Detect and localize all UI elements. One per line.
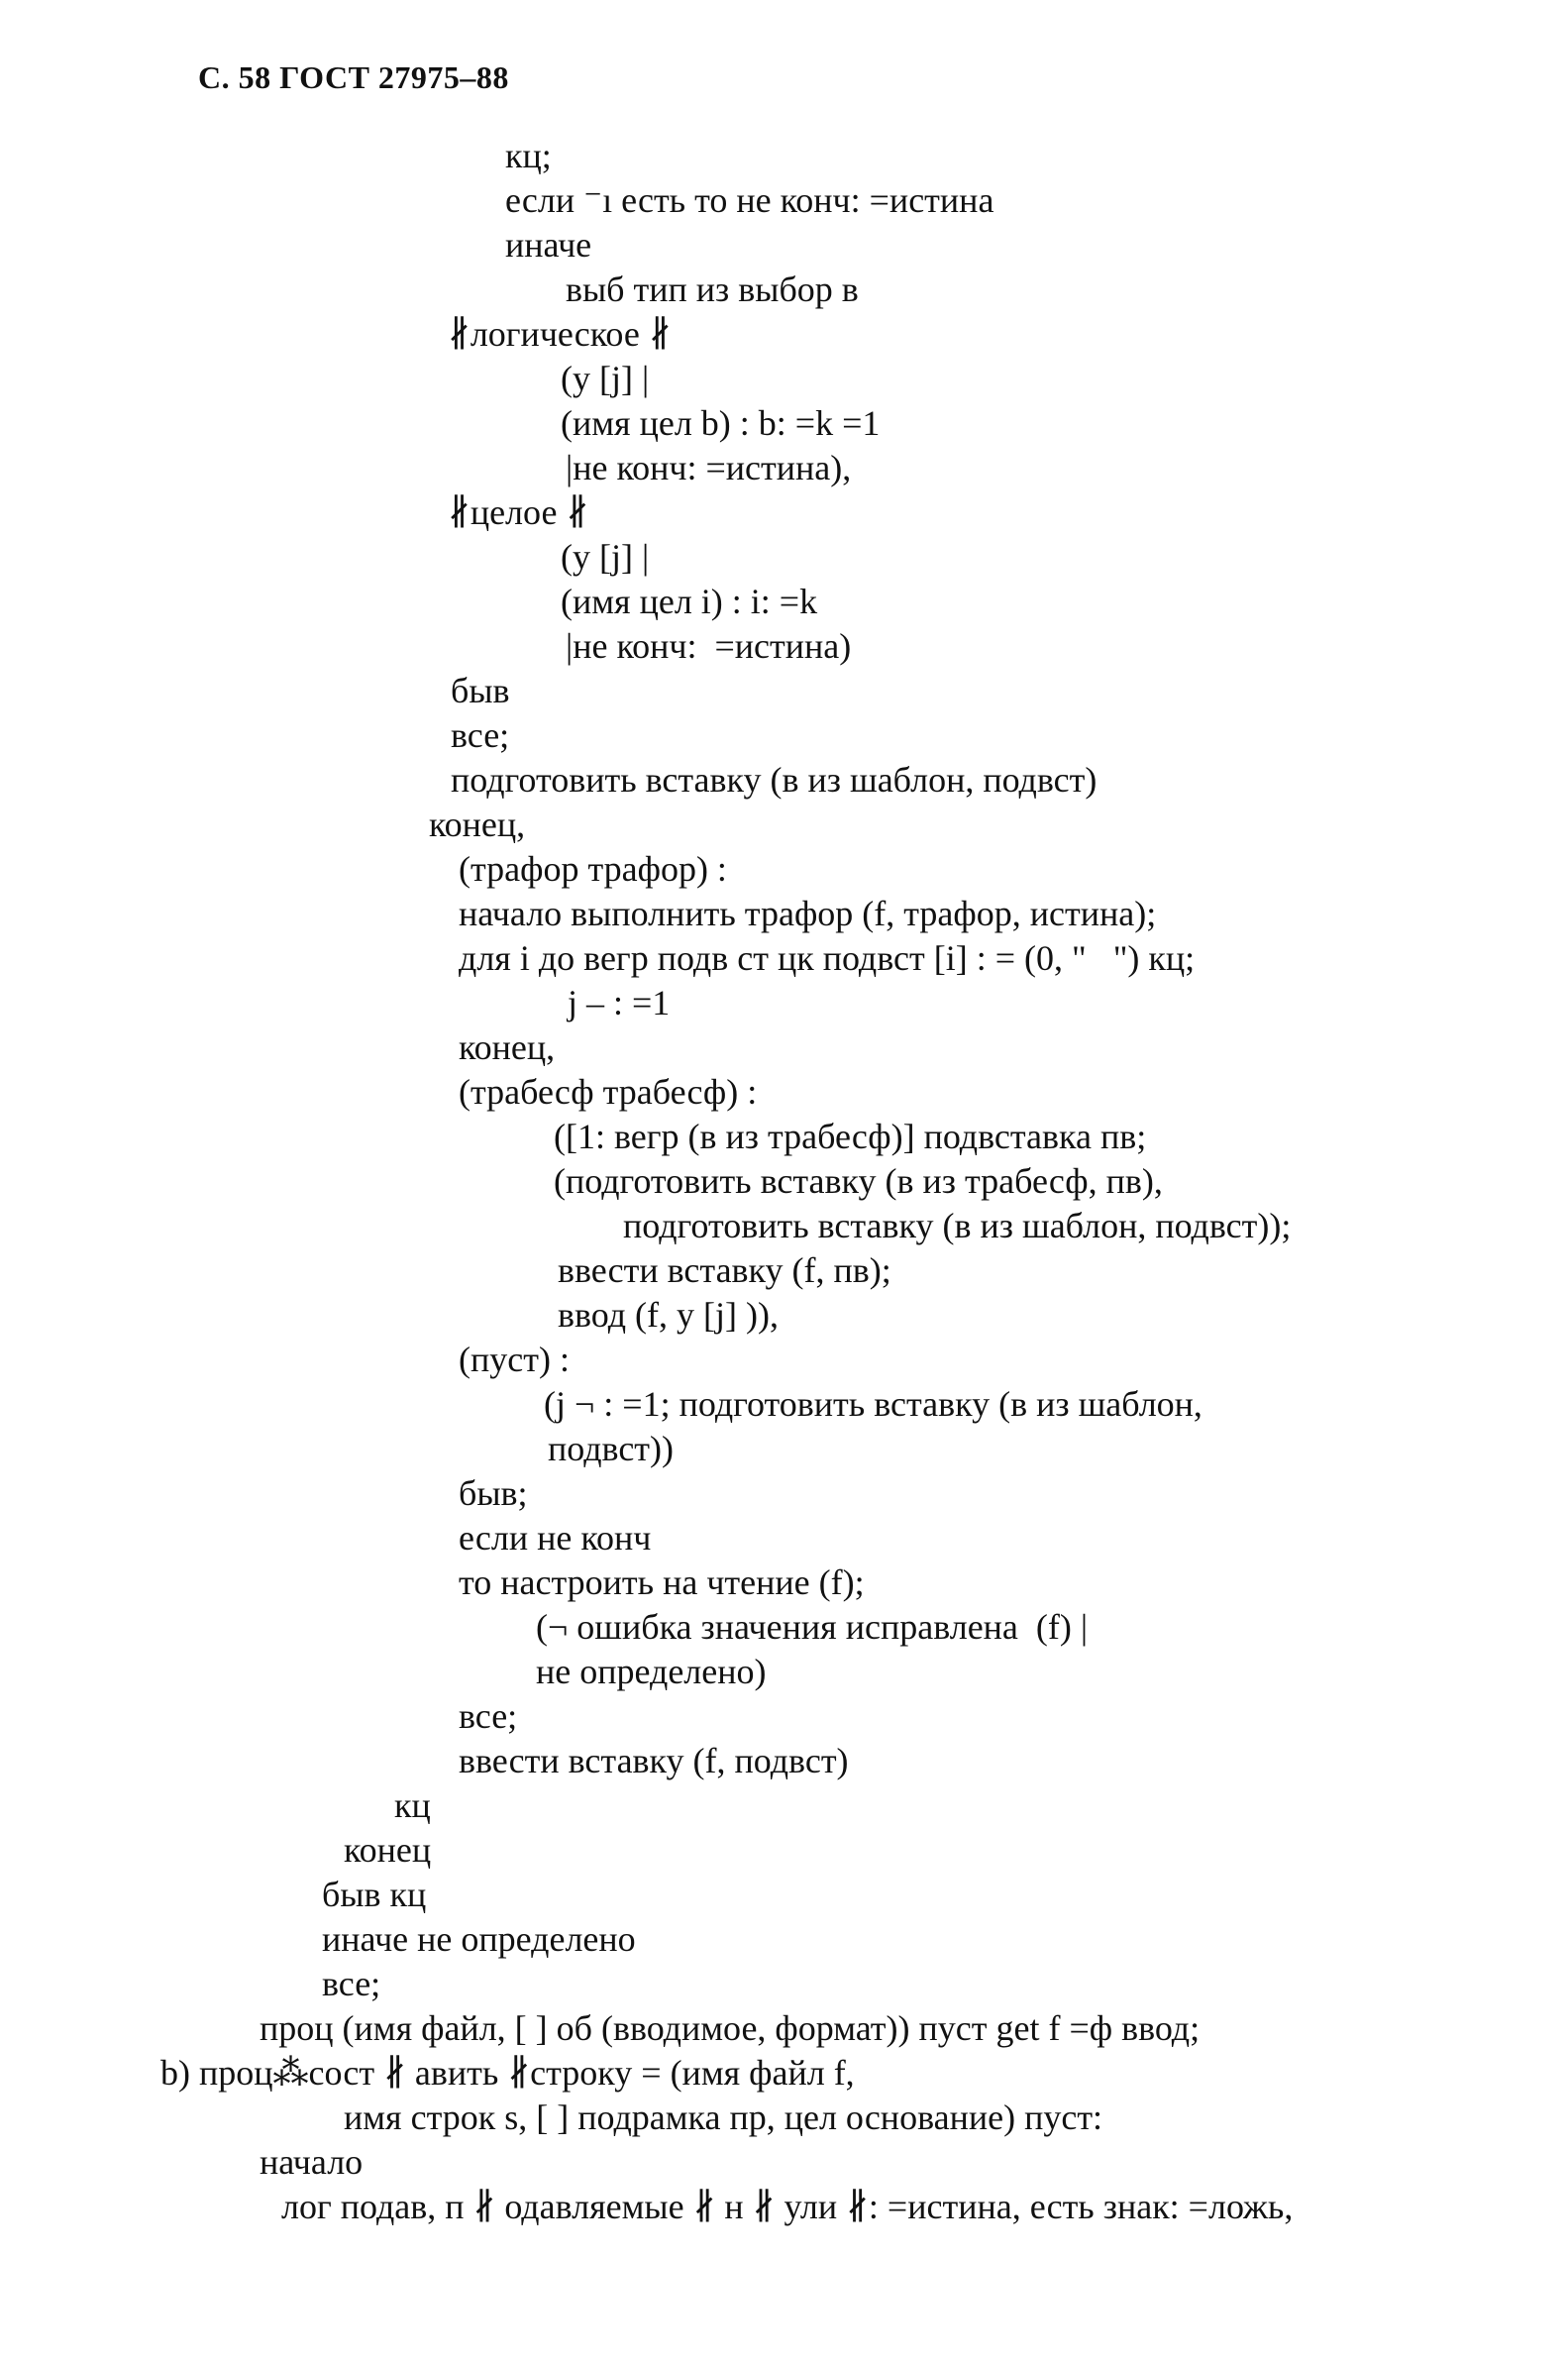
code-line: начало	[260, 2142, 364, 2182]
code-line: (j ¬ : =1; подготовить вставку (в из шаблон,	[544, 1384, 1202, 1424]
code-line: кц	[394, 1785, 431, 1825]
code-line: выб тип из выбор в	[566, 269, 859, 309]
code-line: не определено)	[536, 1652, 767, 1691]
code-line: |не конч: =истина)	[566, 626, 852, 666]
code-line: (имя цел b) : b: =k =1	[561, 403, 881, 443]
code-line: ввести вставку (f, подвст)	[459, 1741, 849, 1780]
code-line: ввод (f, у [j] )),	[558, 1295, 779, 1335]
code-line: подготовить вставку (в из шаблон, подвст));	[623, 1206, 1292, 1245]
code-line: начало выполнить трафор (f, трафор, истина);	[459, 894, 1157, 933]
code-line: все;	[322, 1964, 381, 2003]
code-line: (трабесф трабесф) :	[459, 1072, 758, 1112]
code-line: если ⁻ı есть то не конч: =истина	[505, 180, 994, 220]
code-line: кц;	[505, 136, 552, 175]
code-line: |не конч: =истина),	[566, 448, 852, 487]
code-line: имя строк s, [ ] подрамка пр, цел основание) пуст:	[344, 2097, 1103, 2137]
code-line: все;	[451, 715, 510, 755]
code-line: для i до вегр подв ст цк подвст [i] : = (0, " ") кц;	[459, 938, 1196, 978]
page-header: С. 58 ГОСТ 27975–88	[198, 59, 509, 95]
code-line: (¬ ошибка значения исправлена (f) |	[536, 1607, 1089, 1647]
code-line: ввести вставку (f, пв);	[558, 1250, 891, 1290]
code-line: ∦логическое ∦	[448, 314, 672, 354]
code-line: b) проц⁂сост ∦ авить ∦строку = (имя файл f,	[160, 2053, 855, 2093]
code-line: (у [j] |	[561, 359, 650, 398]
code-line: лог подав, п ∦ одавляемые ∦ н ∦ ули ∦: =истина, есть знак: =ложь,	[281, 2187, 1294, 2226]
code-line: (подготовить вставку (в из трабесф, пв),	[554, 1161, 1163, 1201]
code-line: иначе	[505, 225, 592, 265]
code-line: конец	[344, 1830, 432, 1870]
code-line: конец,	[429, 805, 526, 844]
code-line: конец,	[459, 1027, 556, 1067]
code-line: (имя цел i) : i: =k	[561, 582, 818, 621]
code-line: если не конч	[459, 1518, 652, 1558]
code-line: быв	[451, 671, 510, 710]
code-line: проц (имя файл, [ ] об (вводимое, формат)) пуст get f =ф ввод;	[260, 2008, 1201, 2048]
code-line: все;	[459, 1696, 518, 1736]
code-line: ([1: вегр (в из трабесф)] подвставка пв;	[554, 1117, 1147, 1156]
code-line: j – : =1	[568, 983, 671, 1022]
code-line: ∦целое ∦	[448, 492, 589, 532]
code-line: иначе не определено	[322, 1919, 636, 1959]
code-line: быв;	[459, 1473, 528, 1513]
code-line: быв кц	[322, 1875, 427, 1914]
code-line: подвст))	[548, 1429, 675, 1468]
code-line: (пуст) :	[459, 1340, 570, 1379]
code-line: (трафор трафор) :	[459, 849, 727, 889]
code-line: то настроить на чтение (f);	[459, 1562, 865, 1602]
code-line: подготовить вставку (в из шаблон, подвст)	[451, 760, 1098, 800]
code-line: (у [j] |	[561, 537, 650, 577]
